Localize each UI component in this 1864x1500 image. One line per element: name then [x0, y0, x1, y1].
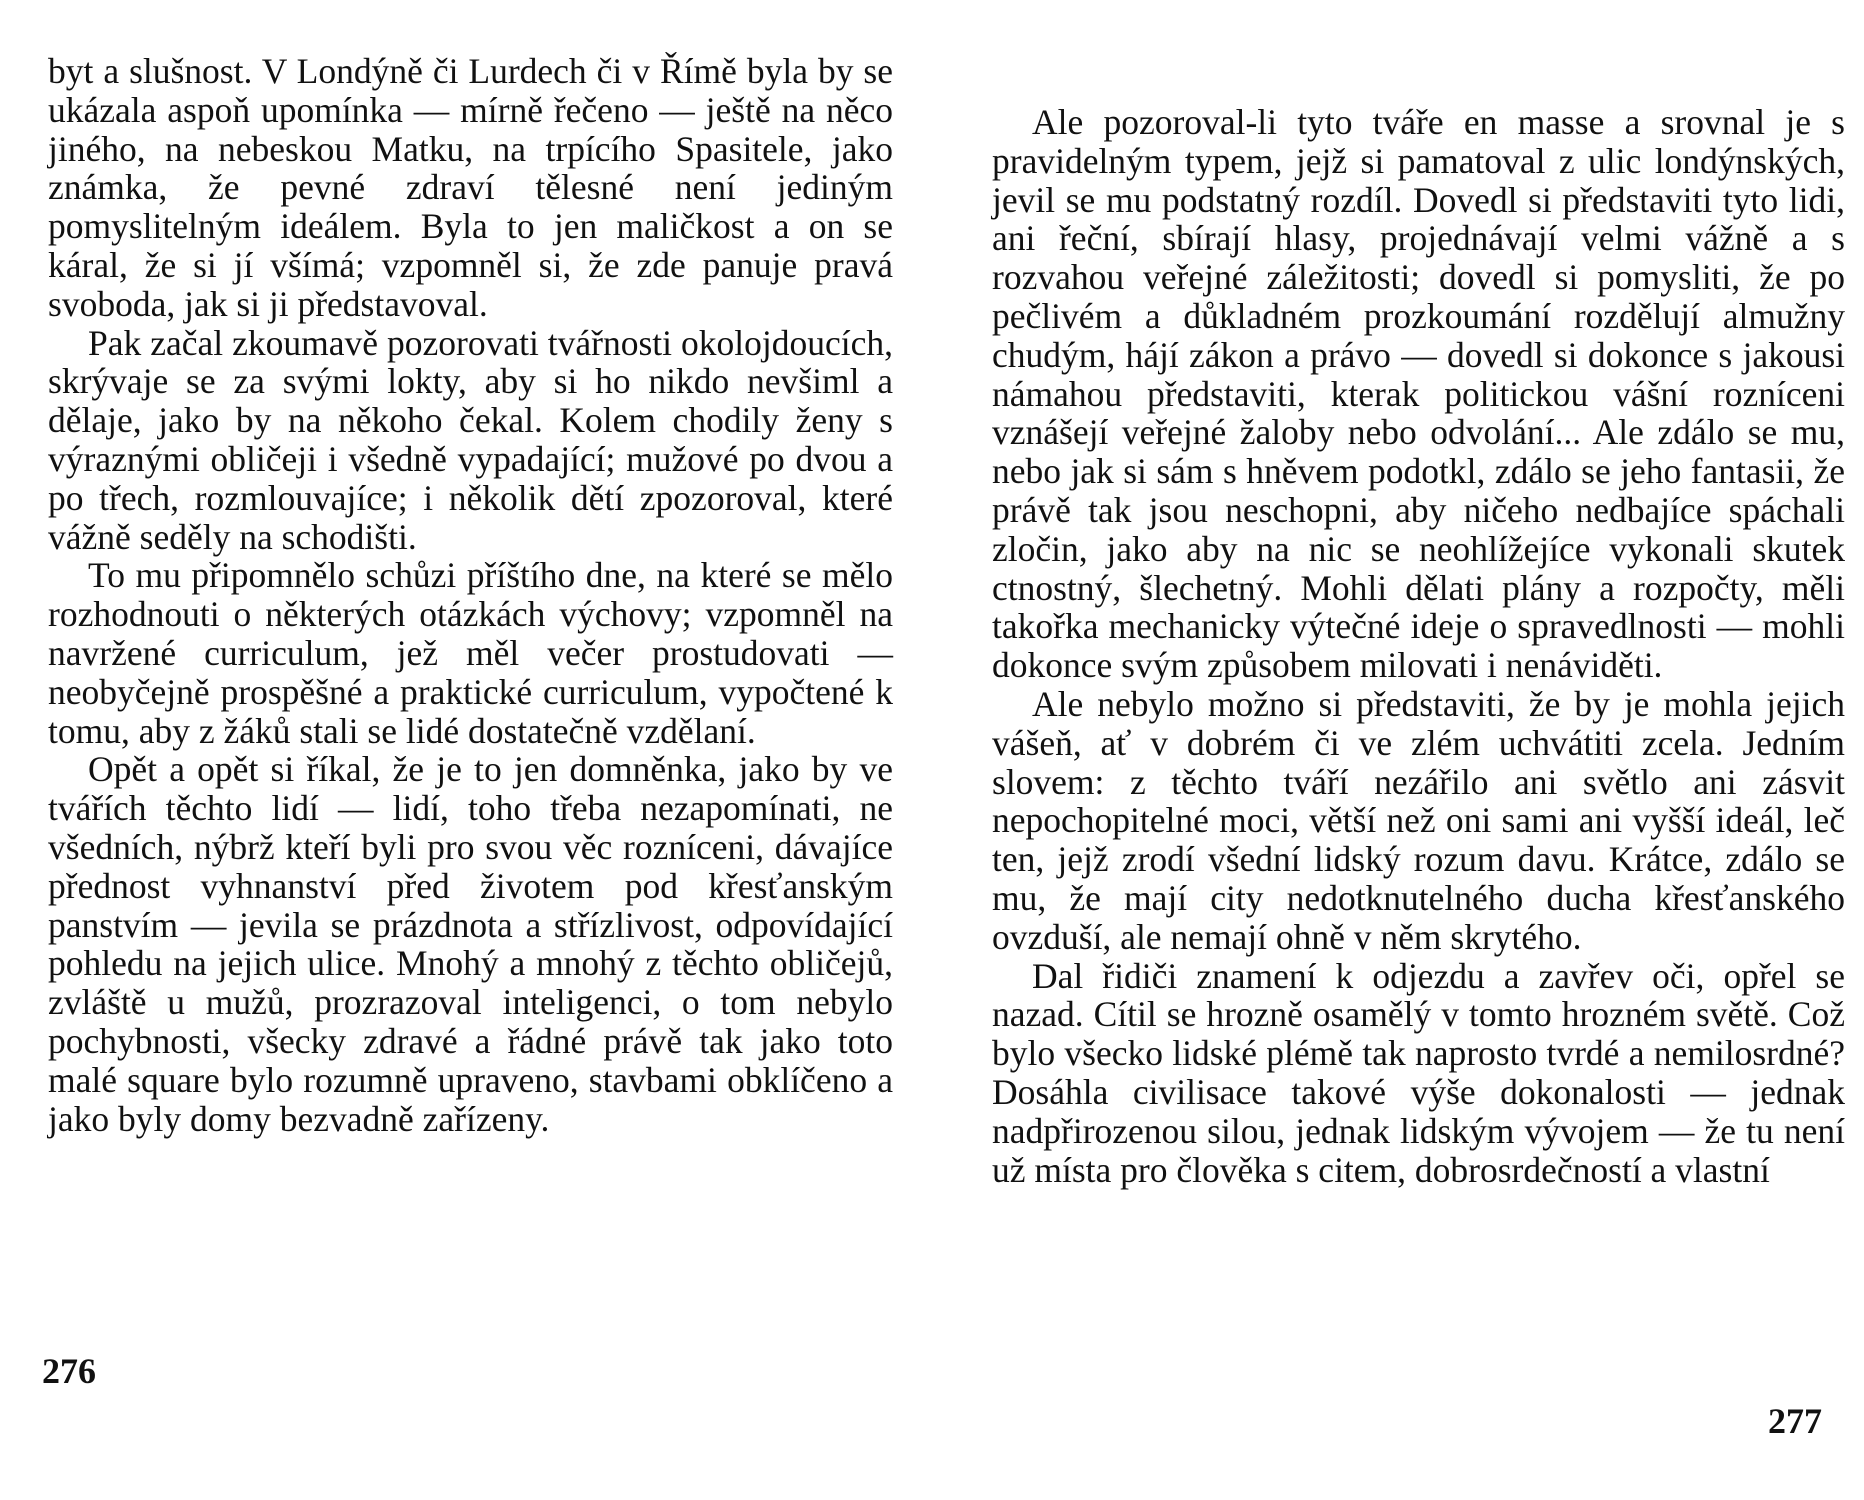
- page-number: 276: [42, 1351, 96, 1391]
- paragraph: Pak začal zkoumavě pozorovati tvářnosti okolojdoucích, skrývaje se za svými lokty, aby si ho nikdo nevšiml a dělaje, jako by na někoho čekal. Kolem chodily ženy s výraznými obličeji i všedně vypadající; mužové po dvou a po třech, rozmlouvajíce; i několik dětí zpozoroval, které vážně seděly na schodišti.: [48, 322, 893, 557]
- paragraph: byt a slušnost. V Londýně či Lurdech či v Římě byla by se ukázala aspoň upomínka — mírně řečeno — ještě na něco jiného, na nebeskou Matku, na trpícího Spasitele, jako známka, že pevné zdraví tělesné není jediným pomyslitelným ideálem. Byla to jen maličkost a on se káral, že si jí všímá; vzpomněl si, že zde panuje pravá svoboda, jak si ji představoval.: [48, 51, 893, 324]
- paragraph: Opět a opět si říkal, že je to jen domněnka, jako by ve tvářích těchto lidí — lidí, toho třeba nezapomínati, ne všedních, nýbrž kteří byli pro svou věc rozníceni, dávajíce přednost vyhnanství před životem pod křesťanským panstvím — jevila se prázdnota a střízlivost, odpovídající pohledu na jejich ulice. Mnohý a mnohý z těchto obličejů, zvláště u mužů, prozrazoval inteligenci, o tom nebylo pochybnosti, všecky zdravé a řádné právě tak jako toto malé square bylo rozumně upraveno, stavbami obklíčeno a jako byly domy bezvadně zařízeny.: [48, 749, 893, 1139]
- right-page-text: [992, 103, 1845, 1189]
- paragraph: Dal řidiči znamení k odjezdu a zavřev oči, opřel se nazad. Cítil se hrozně osamělý v tomto hrozném světě. Což bylo všecko lidské plémě tak naprosto tvrdé a nemilosrdné? Dosáhla civilisace takové výše dokonalosti — jednak nadpřirozenou silou, jednak lidským vývojem — že tu není už místa pro člověka s citem, dobrosrdečností a vlastní: [992, 955, 1845, 1190]
- left-page-text: [48, 52, 893, 1138]
- right-page: [932, 0, 1864, 1500]
- page-number: 277: [1768, 1401, 1822, 1441]
- paragraph: Ale nebylo možno si představiti, že by je mohla jejich vášeň, ať v dobrém či ve zlém uchvátiti zcela. Jedním slovem: z těchto tváří nezářilo ani světlo ani zásvit nepochopitelné moci, větší než oni sami ani vyšší ideál, leč ten, jejž zrodí všední lidský rozum davu. Krátce, zdálo se mu, že mají city nedotknutelného ducha křesťanského ovzduší, ale nemají ohně v něm skrytého.: [992, 683, 1845, 957]
- paragraph: To mu připomnělo schůzi příštího dne, na které se mělo rozhodnouti o některých otázkách výchovy; vzpomněl na navržené curriculum, jež měl večer prostudovati — neobyčejně prospěšné a praktické curriculum, vypočtené k tomu, aby z žáků stali se lidé dostatečně vzdělaní.: [48, 555, 893, 751]
- paragraph: Ale pozoroval-li tyto tváře en masse a srovnal je s pravidelným typem, jejž si pamatoval z ulic londýnských, jevil se mu podstatný rozdíl. Dovedl si představiti tyto lidi, ani řeční, sbírají hlasy, projednávají velmi vážně a s rozvahou veřejné záležitosti; dovedl si pomysliti, že po pečlivém a důkladném prozkoumání rozdělují almužny chudým, hájí zákon a právo — dovedl si dokonce s jakousi námahou představiti, kterak politickou vášní rozníceni vznášejí veřejné žaloby nebo odvolání... Ale zdálo se mu, nebo jak si sám s hněvem podotkl, zdálo se jeho fantasii, že právě tak jsou neschopni, aby ničeho nedbajíce spáchali zločin, jako aby na nic se neohlížejíce vykonali skutek ctnostný, šlechetný. Mohli dělati plány a rozpočty, měli takořka mechanicky výtečné ideje o spravedlnosti — mohli dokonce svým způsobem milovati i nenáviděti.: [992, 102, 1845, 686]
